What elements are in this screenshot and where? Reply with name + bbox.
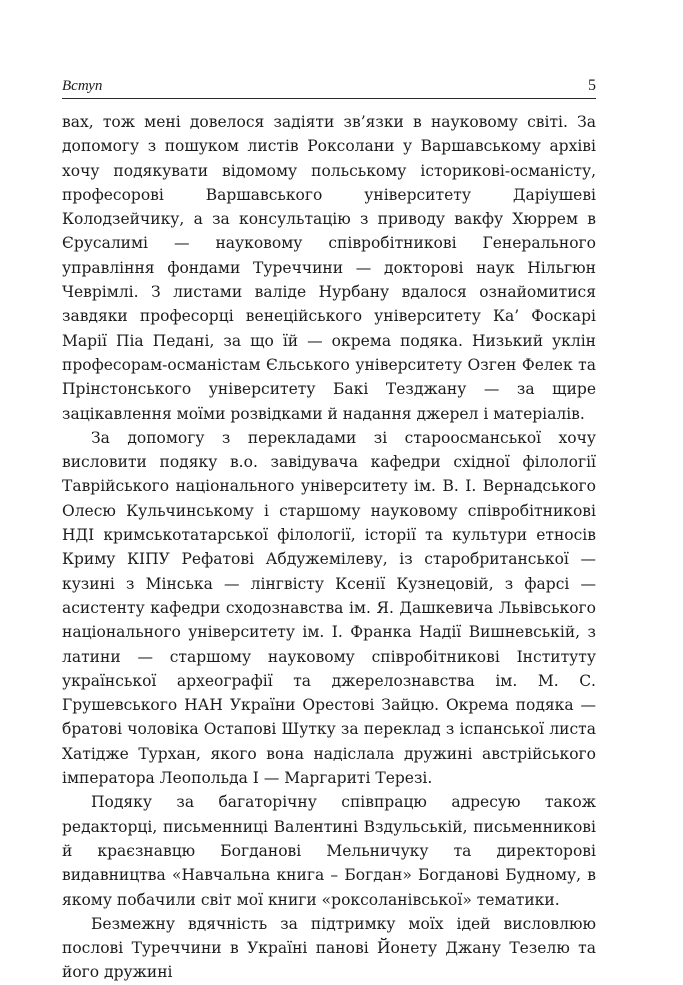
section-title: Вступ xyxy=(62,78,103,94)
running-header xyxy=(62,76,596,99)
paragraph: За допомогу з перекладами зі староосманської хочу висловити подяку в.о. завідувача кафедри східної філології Таврійського національного університету ім. В. І. Вернадського Олесю Кульчинському і старшому науковому співробітникові НДІ кримськотатарської філології, історії та культури етносів Криму КІПУ Рефатові Абдужемілеву, із старобританської — кузині з Мінська — лінгвісту Ксенії Кузнецовій, з фарсі — асистенту кафедри сходознавства ім. Я. Дашкевича Львівського національного університету ім. І. Франка Надії Вишневській, з латини — старшому науковому співробітникові Інституту української археографії та джерелознавства ім. М. С. Грушевського НАН України Орестові Зайцю. Окрема подяка — братові чоловіка Остапові Шутку за переклад з іспанської листа Хатідже Турхан, якого вона надіслала дружині австрійського імператора Леопольда І — Маргариті Терезі. xyxy=(62,428,596,788)
body-text xyxy=(62,110,596,985)
paragraph: вах, тож мені довелося задіяти зв’язки в науковому світі. За допомогу з пошуком листів Роксолани у Варшавському архіві хочу подякувати відомому польському історикові-османісту, професорові Варшавського університету Даріушеві Колодзейчику, а за консультацію з приводу вакфу Хюррем в Єрусалимі — науковому співробітникові Генерального управління фондами Туреччини — докторові наук Нільгюн Чеврімлі. З листами валіде Нурбану вдалося ознайомитися завдяки професорці венеційського університету Ка’ Фоскарі Марії Піа Педані, за що їй — окрема подяка. Низький уклін професорам-османістам Єльського університету Озген Фелек та Прінстонського університету Бакі Тезджану — за щире зацікавлення моїми розвідками й надання джерел і матеріалів. xyxy=(62,113,596,423)
page-number: 5 xyxy=(588,77,596,94)
paragraph: Безмежну вдячність за підтримку моїх ідей висловлюю послові Туреччини в Україні панові Йонету Джану Тезелю та його дружині xyxy=(62,914,596,982)
paragraph: Подяку за багаторічну співпрацю адресую також редакторці, письменниці Валентині Вздульській, письменникові й краєзнавцю Богданові Мельничуку та директорові видавництва «Навчальна книга – Богдан» Богданові Будному, в якому побачили світ мої книги «роксоланівської» тематики. xyxy=(62,793,596,909)
